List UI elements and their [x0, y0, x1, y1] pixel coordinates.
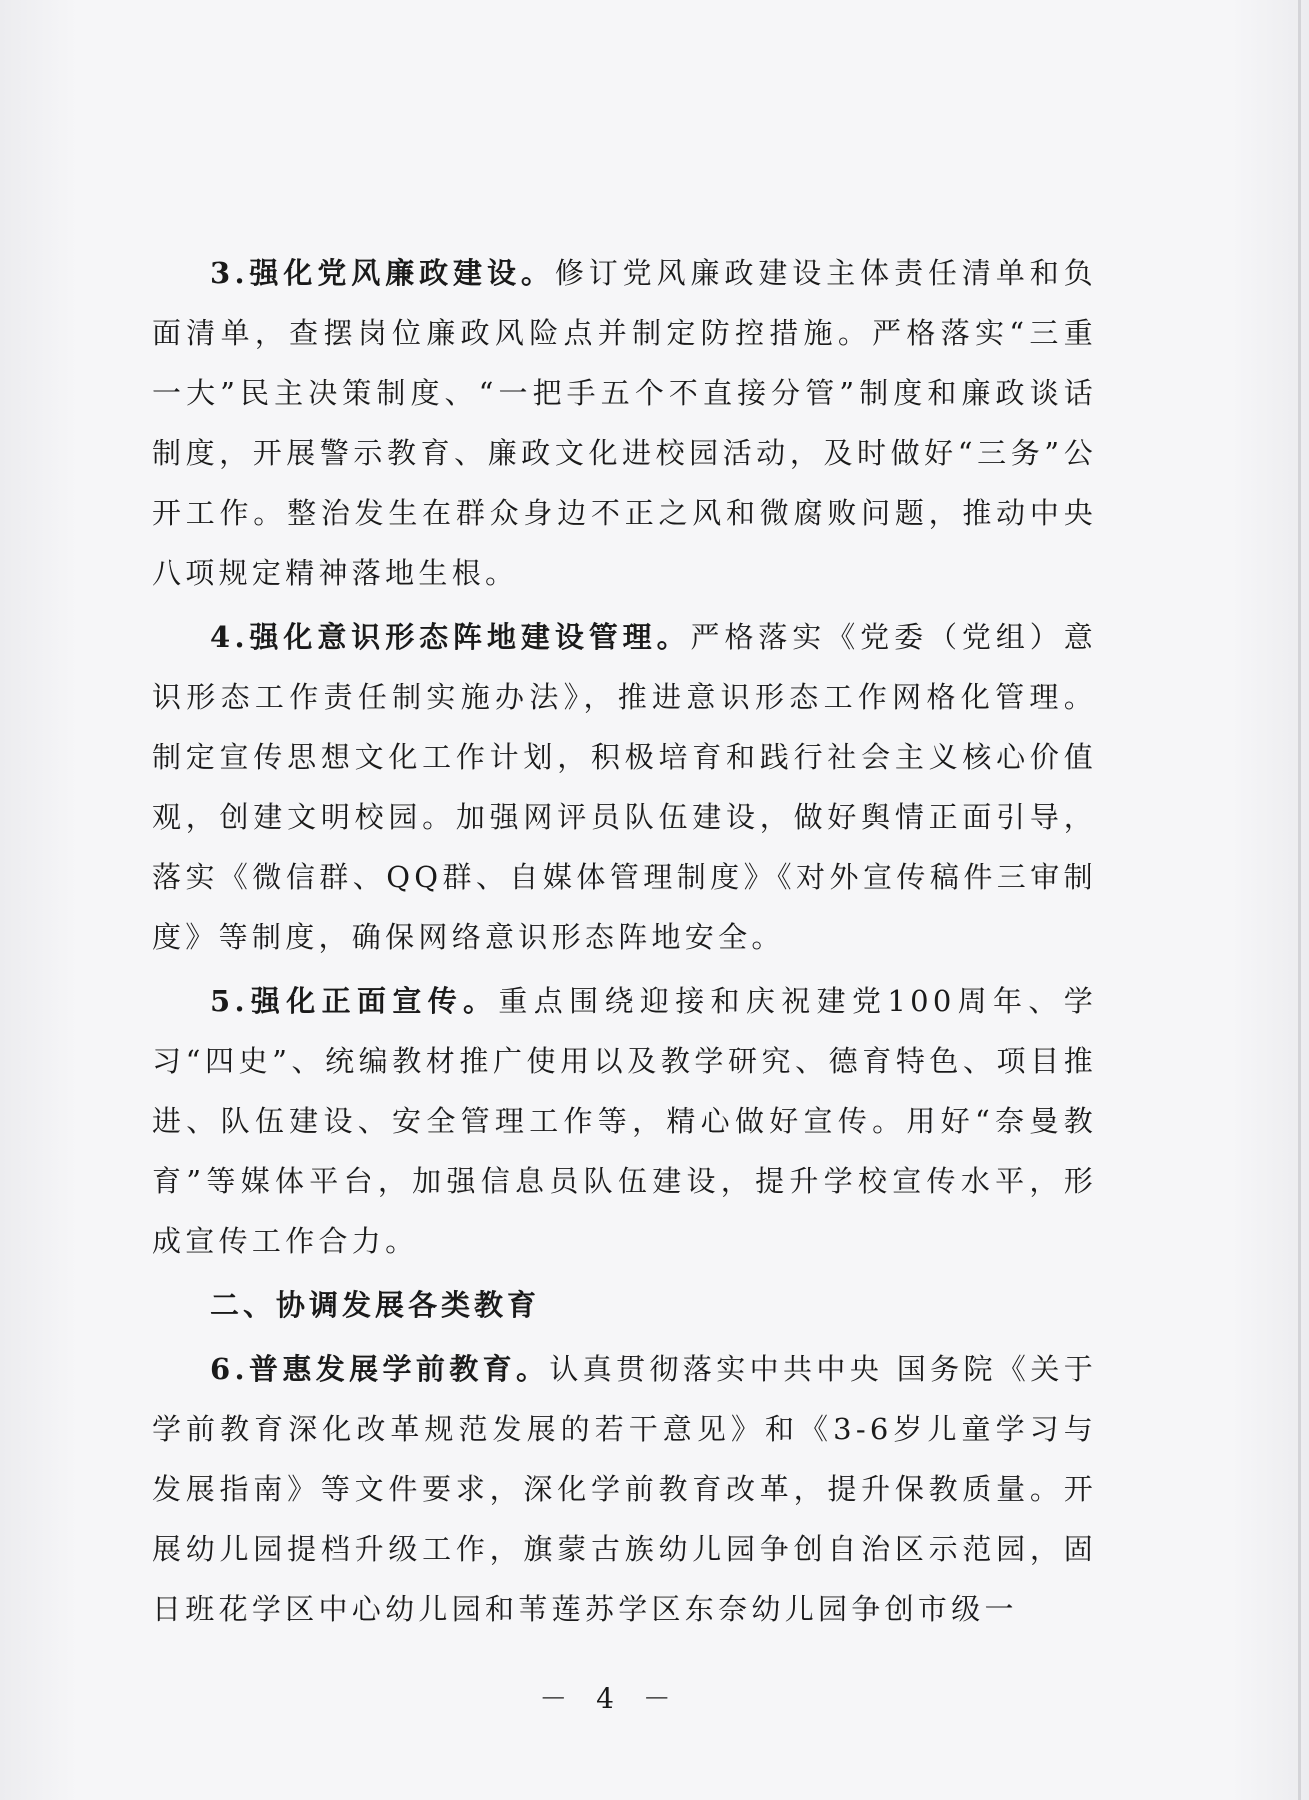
- paragraph-lead: 5.强化正面宣传。: [210, 984, 499, 1018]
- paragraph-text: 修订党风廉政建设主体责任清单和负面清单，查摆岗位廉政风险点并制定防控措施。严格落实“三重一大”民主决策制度、“一把手五个不直接分管”制度和廉政谈话制度，开展警示教育、廉政文化进校园活动，及时做好“三务”公开工作。整治发生在群众身边不正之风和微腐败问题，推动中央八项规定精神落地生根。: [152, 256, 1097, 590]
- paragraph-text: 重点围绕迎接和庆祝建党100周年、学习“四史”、统编教材推广使用以及教学研究、德育特色、项目推进、队伍建设、安全管理工作等，精心做好宣传。用好“奈曼教育”等媒体平台，加强信息员队伍建设，提升学校宣传水平，形成宣传工作合力。: [152, 984, 1097, 1258]
- paragraph-publicity: [152, 971, 1097, 1271]
- page-number: － 4 －: [539, 1682, 681, 1715]
- document-body: [152, 243, 1097, 1643]
- paragraph-lead: 3.强化党风廉政建设。: [210, 256, 555, 290]
- paragraph-text: 严格落实《党委（党组）意识形态工作责任制实施办法》，推进意识形态工作网格化管理。制定宣传思想文化工作计划，积极培育和践行社会主义核心价值观，创建文明校园。加强网评员队伍建设，做好舆情正面引导，落实《微信群、QQ群、自媒体管理制度》《对外宣传稿件三审制度》等制度，确保网络意识形态阵地安全。: [152, 620, 1097, 954]
- paragraph-lead: 4.强化意识形态阵地建设管理。: [210, 620, 691, 654]
- paper-edge: [1298, 0, 1301, 1800]
- paragraph-text: 认真贯彻落实中共中央 国务院《关于学前教育深化改革规范发展的若干意见》和《3-6岁儿童学习与发展指南》等文件要求，深化学前教育改革，提升保教质量。开展幼儿园提档升级工作，旗蒙古族幼儿园争创自治区示范园，固日班花学区中心幼儿园和苇莲苏学区东奈幼儿园争创市级一: [152, 1352, 1097, 1626]
- paragraph-ideology: [152, 607, 1097, 967]
- paragraph-preschool: [152, 1339, 1097, 1639]
- section-heading: 二、协调发展各类教育: [210, 1288, 541, 1322]
- paragraph-lead: 6.普惠发展学前教育。: [210, 1352, 550, 1386]
- paragraph-party-integrity: [152, 243, 1097, 603]
